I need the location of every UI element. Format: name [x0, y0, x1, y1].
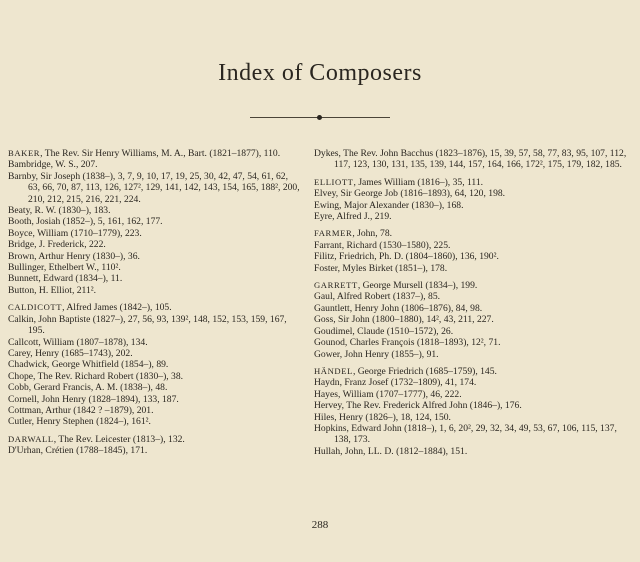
entry-text: Carey, Henry (1685–1743), 202.	[8, 347, 133, 359]
entry-text: Calkin, John Baptiste (1827–), 27, 56, 93, 139², 148, 152, 153, 159, 167, 195.	[8, 313, 287, 337]
entry-text: Haydn, Franz Josef (1732–1809), 41, 174.	[314, 377, 477, 389]
composer-entry	[314, 349, 636, 360]
entry-text: , The Rev. Sir Henry Williams, M. A., Bart. (1821–1877), 110.	[40, 148, 281, 159]
entry-text: Gauntlett, Henry John (1806–1876), 84, 98.	[314, 302, 483, 314]
entry-text: , John, 78.	[352, 228, 393, 240]
entry-text: , George Friedrich (1685–1759), 145.	[352, 365, 497, 377]
entry-text: Chope, The Rev. Richard Robert (1830–), 38.	[8, 370, 184, 382]
entry-text: Foster, Myles Birket (1851–), 178.	[314, 262, 448, 274]
entry-text: , Alfred James (1842–), 105.	[62, 302, 172, 314]
composer-entry	[314, 412, 636, 423]
composer-entry	[8, 159, 300, 170]
entry-text: Barnby, Sir Joseph (1838–), 3, 7, 9, 10, 17, 19, 25, 30, 42, 47, 54, 61, 62, 63, 66, 70, 87, 113, 126, 127², 129, 141, 142, 143, 154, 165, 188², 200, 210, 212, 215, 216, 221, 224.	[8, 170, 300, 205]
composer-entry	[314, 400, 636, 411]
entry-text: , George Mursell (1834–), 199.	[357, 280, 478, 292]
entry-text: Bunnett, Edward (1834–), 11.	[8, 273, 123, 285]
entry-text: , James William (1816–), 35, 111.	[353, 176, 484, 188]
composer-entry	[314, 423, 636, 446]
left-index-column	[8, 148, 300, 457]
entry-text: D'Urhan, Crétien (1788–1845), 171.	[8, 445, 148, 457]
entry-text: Filitz, Friedrich, Ph. D. (1804–1860), 136, 190².	[314, 251, 499, 263]
entry-text: Hervey, The Rev. Frederick Alfred John (1846–), 176.	[314, 400, 522, 412]
composer-entry	[8, 148, 300, 159]
composer-entry	[8, 171, 300, 205]
entry-text: Beaty, R. W. (1830–), 183.	[8, 205, 111, 217]
composer-entry	[8, 382, 300, 393]
entry-text: Goss, Sir John (1800–1880), 14², 43, 211, 227.	[314, 314, 494, 326]
composer-entry	[314, 240, 636, 251]
entry-text: Eyre, Alfred J., 219.	[314, 211, 392, 223]
composer-entry	[314, 314, 636, 325]
entry-text: Bridge, J. Frederick, 222.	[8, 239, 106, 251]
ornament-dot	[317, 115, 322, 120]
composer-entry	[8, 348, 300, 359]
composer-entry	[8, 434, 300, 445]
entry-text: Booth, Josiah (1852–), 5, 161, 162, 177.	[8, 216, 163, 228]
composer-entry	[8, 416, 300, 427]
composer-entry	[314, 291, 636, 302]
entry-text: Goudimel, Claude (1510–1572), 26.	[314, 325, 454, 337]
composer-entry	[314, 177, 636, 188]
entry-text: Hiles, Henry (1826–), 18, 124, 150.	[314, 411, 451, 423]
entry-text: Boyce, William (1710–1779), 223.	[8, 227, 142, 239]
composer-entry	[314, 377, 636, 388]
entry-text: Elvey, Sir George Job (1816–1893), 64, 120, 198.	[314, 188, 506, 200]
composer-entry	[314, 188, 636, 199]
entry-lead-name: BAKER	[8, 148, 41, 158]
composer-entry	[314, 280, 636, 291]
page-number: 288	[311, 519, 329, 531]
entry-text: Gaul, Alfred Robert (1837–), 85.	[314, 291, 441, 303]
composer-entry	[314, 211, 636, 222]
composer-entry	[8, 251, 300, 262]
composer-entry	[8, 262, 300, 273]
composer-entry	[8, 216, 300, 227]
composer-entry	[8, 228, 300, 239]
entry-lead-name: CALDICOTT	[8, 302, 63, 313]
composer-entry	[314, 326, 636, 337]
composer-entry	[8, 405, 300, 416]
entry-text: Farrant, Richard (1530–1580), 225.	[314, 239, 451, 251]
entry-lead-name: HÄNDEL	[314, 365, 353, 376]
composer-entry	[8, 273, 300, 284]
composer-entry	[314, 263, 636, 274]
composer-entry	[8, 394, 300, 405]
composer-entry	[314, 337, 636, 348]
composer-entry	[314, 446, 636, 457]
entry-text: Dykes, The Rev. John Bacchus (1823–1876), 15, 39, 57, 58, 77, 83, 95, 107, 112, 117, 123, 130, 131, 135, 139, 144, 157, 164, 166, 172², 175, 179, 182, 185.	[314, 148, 627, 171]
composer-entry	[314, 148, 636, 171]
composer-entry	[8, 359, 300, 370]
entry-text: Hopkins, Edward John (1818–), 1, 6, 20², 29, 32, 34, 49, 53, 67, 106, 115, 137, 138, 173.	[314, 422, 617, 446]
entry-lead-name: ELLIOTT	[314, 176, 354, 187]
entry-text: Cottman, Arthur (1842 ? –1879), 201.	[8, 404, 154, 416]
composer-entry	[8, 337, 300, 348]
entry-text: Ewing, Major Alexander (1830–), 168.	[314, 199, 464, 211]
composer-entry	[8, 205, 300, 216]
composer-entry	[314, 389, 636, 400]
entry-text: Cobb, Gerard Francis, A. M. (1838–), 48.	[8, 382, 168, 394]
composer-entry	[8, 239, 300, 250]
entry-text: Gower, John Henry (1855–), 91.	[314, 348, 439, 360]
composer-entry	[314, 251, 636, 262]
composer-entry	[8, 302, 300, 313]
entry-text: Hullah, John, LL. D. (1812–1884), 151.	[314, 445, 468, 457]
page-title: Index of Composers	[218, 60, 422, 86]
composer-entry	[314, 303, 636, 314]
composer-entry	[8, 285, 300, 296]
entry-text: Brown, Arthur Henry (1830–), 36.	[8, 250, 140, 262]
entry-text: Hayes, William (1707–1777), 46, 222.	[314, 388, 462, 400]
composer-entry	[314, 366, 636, 377]
entry-text: Callcott, William (1807–1878), 134.	[8, 336, 148, 348]
entry-lead-name: GARRETT	[314, 280, 358, 291]
composer-entry	[314, 200, 636, 211]
entry-text: Chadwick, George Whitfield (1854–), 89.	[8, 359, 169, 371]
entry-text: Bullinger, Ethelbert W., 110².	[8, 262, 121, 274]
entry-text: Cornell, John Henry (1828–1894), 133, 187.	[8, 393, 179, 405]
entry-text: Gounod, Charles François (1818–1893), 12², 71.	[314, 337, 501, 349]
composer-entry	[8, 445, 300, 456]
composer-entry	[8, 314, 300, 337]
composer-entry	[314, 228, 636, 239]
entry-text: Bambridge, W. S., 207.	[8, 159, 98, 171]
entry-text: , The Rev. Leicester (1813–), 132.	[53, 433, 185, 445]
composer-entry	[8, 371, 300, 382]
title-ornament-divider	[250, 116, 390, 120]
right-index-column	[314, 148, 636, 457]
entry-lead-name: DARWALL	[8, 433, 54, 444]
entry-text: Button, H. Elliot, 211².	[8, 284, 97, 296]
entry-lead-name: FARMER	[314, 228, 353, 239]
entry-text: Cutler, Henry Stephen (1824–), 161².	[8, 416, 151, 428]
